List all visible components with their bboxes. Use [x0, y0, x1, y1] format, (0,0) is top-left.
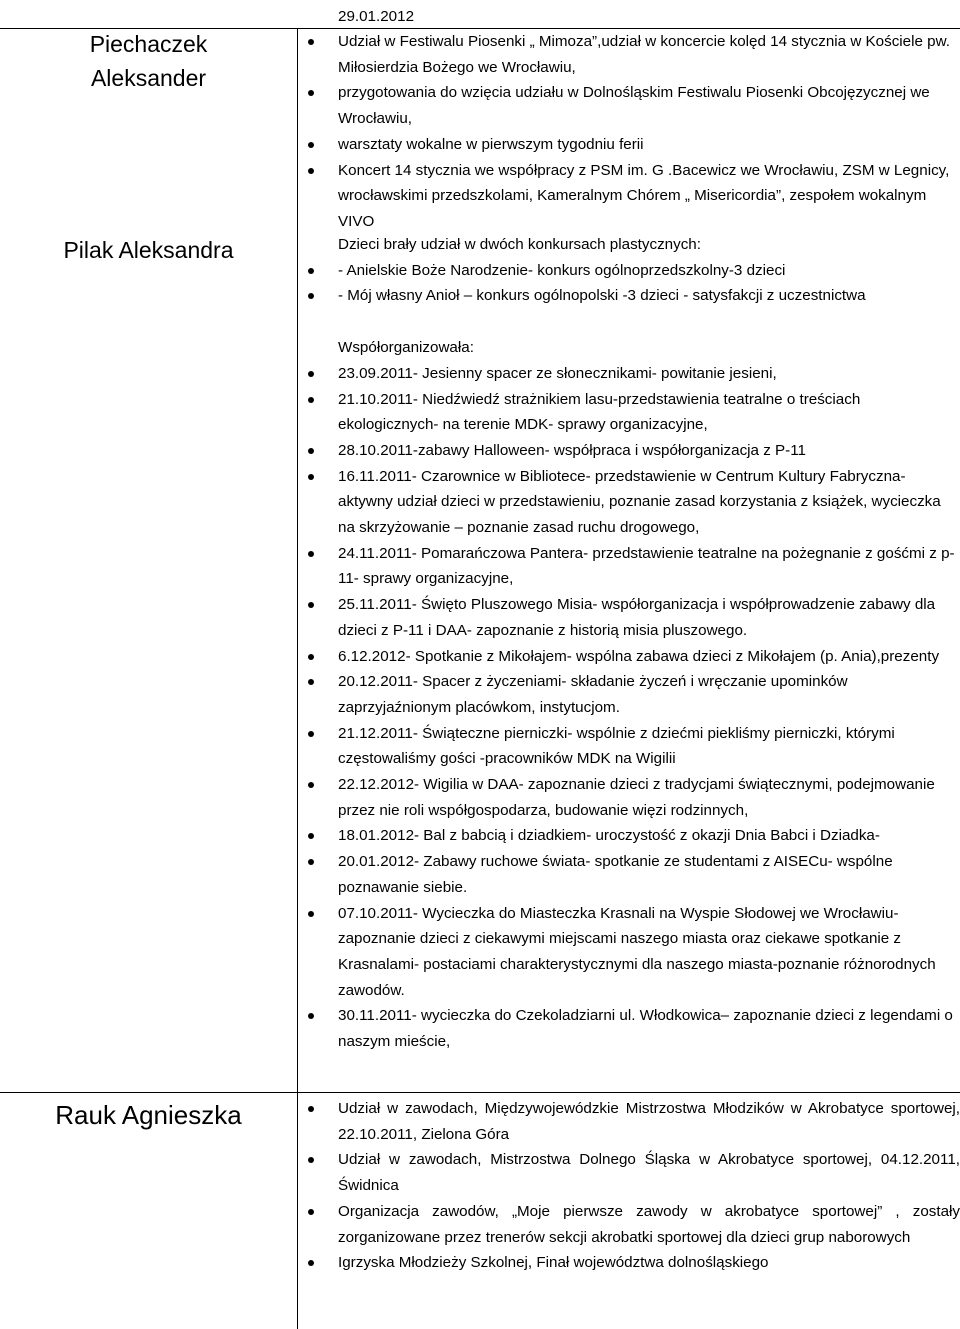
list-item: 16.11.2011- Czarownice w Bibliotece- przedstawienie w Centrum Kultury Fabryczna- aktywny udział dzieci w przedstawieniu, poznanie zasad korzystania z książek, wycieczka na skrzyżowanie – poznanie zasad ruchu drogowego,	[298, 464, 960, 541]
list-item: Organizacja zawodów, „Moje pierwsze zawody w akrobatyce sportowej” , zostały zorganizowane przez trenerów sekcji akrobatki sportowej dla dzieci grup naborowych	[298, 1199, 960, 1250]
list-item: Udział w zawodach, Międzywojewódzkie Mistrzostwa Młodzików w Akrobatyce sportowej, 22.10.2011, Zielona Góra	[298, 1096, 960, 1147]
row2-name: Pilak Aleksandra	[63, 237, 234, 263]
list-item: 20.12.2011- Spacer z życzeniami- składanie życzeń i wręczanie upominków zaprzyjaźnionym placówkom, instytucjom.	[298, 669, 960, 720]
list-item: Igrzyska Młodzieży Szkolnej, Finał województwa dolnośląskiego	[298, 1250, 960, 1276]
list-item: 30.11.2011- wycieczka do Czekoladziarni ul. Włodkowica– zapoznanie dzieci z legendami o naszym mieście,	[298, 1003, 960, 1054]
list-item: 07.10.2011- Wycieczka do Miasteczka Krasnali na Wyspie Słodowej we Wrocławiu- zapoznanie dzieci z ciekawymi miejscami naszego miasta oraz ciekawe spotkanie z Krasnalami- postaciami charakterystycznymi dla naszego miasta-poznanie różnorodnych zawodów.	[298, 901, 960, 1004]
contest-intro: Dzieci brały udział w dwóch konkursach plastycznych:	[338, 236, 701, 253]
list-item: 25.11.2011- Święto Pluszowego Misia- współorganizacja i współprowadzenie zabawy dla dzieci z P-11 i DAA- zapoznanie z historią misia pluszowego.	[298, 592, 960, 643]
spacer	[298, 309, 960, 335]
list-item: Koncert 14 stycznia we współpracy z PSM im. G .Bacewicz we Wrocławiu, ZSM w Legnicy, wrocławskimi przedszkolami, Kameralnym Chórem „ Misericordia”, zespołem wokalnym VIVO	[298, 158, 960, 235]
list-item: Udział w zawodach, Mistrzostwa Dolnego Śląska w Akrobatyce sportowej, 04.12.2011, Świdnica	[298, 1147, 960, 1198]
list-item: 21.10.2011- Niedźwiedź strażnikiem lasu-przedstawienia teatralne o treściach ekologicznych- na terenie MDK- sprawy organizacyjne,	[298, 387, 960, 438]
list-item: 24.11.2011- Pomarańczowa Pantera- przedstawienie teatralne na pożegnanie z gośćmi z p-11- sprawy organizacyjne,	[298, 541, 960, 592]
list-item: 22.12.2012- Wigilia w DAA- zapoznanie dzieci z tradycjami świątecznymi, podejmowanie przez nie roli współgospodarza, budowanie więzi rodzinnych,	[298, 772, 960, 823]
row3-name: Rauk Agnieszka	[55, 1100, 242, 1130]
row3-content	[298, 1096, 960, 1276]
coorganized-label: Współorganizowała:	[338, 339, 474, 357]
row1-name	[0, 27, 297, 95]
row1-name-line: Piechaczek	[89, 31, 208, 57]
list-item: 23.09.2011- Jesienny spacer ze słonecznikami- powitanie jesieni,	[298, 361, 960, 387]
list-item: warsztaty wokalne w pierwszym tygodniu ferii	[298, 132, 960, 158]
list-item: 18.01.2012- Bal z babcią i dziadkiem- uroczystość z okazji Dnia Babci i Dziadka-	[298, 823, 960, 849]
list-item: 20.01.2012- Zabawy ruchowe świata- spotkanie ze studentami z AISECu- wspólne poznawanie siebie.	[298, 849, 960, 900]
list-item: 21.12.2011- Świąteczne pierniczki- wspólnie z dziećmi piekliśmy pierniczki, którymi częstowaliśmy gości -pracowników MDK na Wigilii	[298, 721, 960, 772]
date-text: 29.01.2012	[338, 8, 415, 25]
list-item: 28.10.2011-zabawy Halloween- współpraca i współorganizacja z P-11	[298, 438, 960, 464]
row2-content	[298, 232, 960, 1055]
row1-name-line: Aleksander	[90, 65, 207, 91]
list-item: 6.12.2012- Spotkanie z Mikołajem- wspólna zabawa dzieci z Mikołajem (p. Ania),prezenty	[298, 644, 960, 670]
list-item: - Mój własny Anioł – konkurs ogólnopolski -3 dzieci - satysfakcji z uczestnictwa	[298, 283, 960, 309]
list-item: przygotowania do wzięcia udziału w Dolnośląskim Festiwalu Piosenki Obcojęzycznej we Wrocławiu,	[298, 80, 960, 131]
list-item: Udział w Festiwalu Piosenki „ Mimoza”,udział w koncercie kolęd 14 stycznia w Kościele pw. Miłosierdzia Bożego we Wrocławiu,	[298, 29, 960, 80]
row1-content	[298, 29, 960, 235]
list-item: - Anielskie Boże Narodzenie- konkurs ogólnoprzedszkolny-3 dzieci	[298, 258, 960, 284]
row-divider	[0, 1092, 960, 1093]
date-header	[338, 4, 538, 30]
